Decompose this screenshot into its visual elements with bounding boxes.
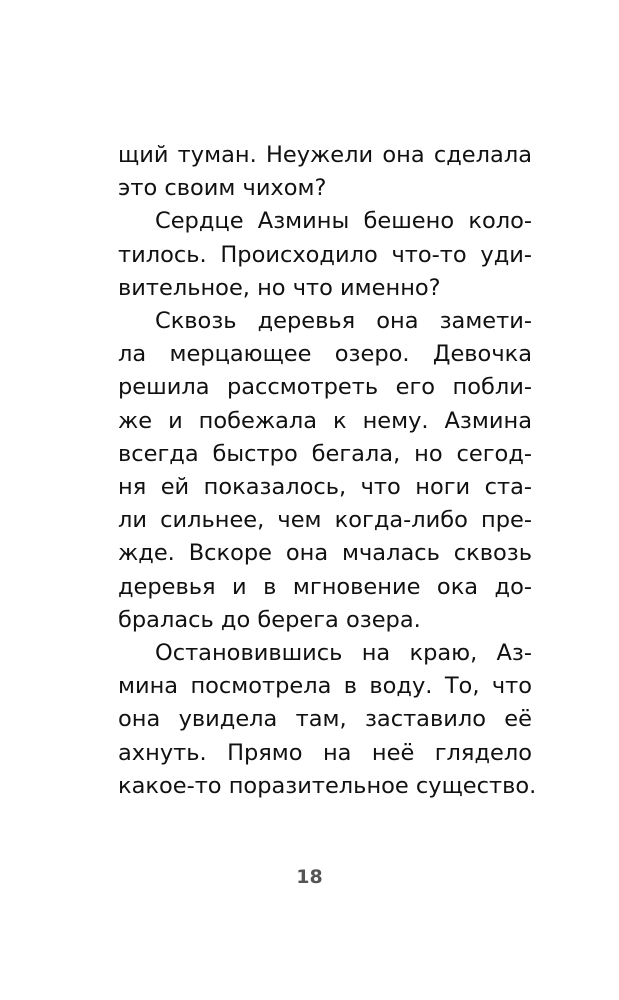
paragraph — [118, 205, 532, 305]
paragraph — [118, 139, 532, 205]
text-line: ли сильнее, чем когда-либо пре- — [118, 507, 532, 534]
text-line: мина посмотрела в воду. То, что — [118, 673, 532, 700]
text-line: Сквозь деревья она замети- — [155, 308, 532, 335]
text-line: она увидела там, заставило её — [118, 706, 532, 733]
page-number: 18 — [296, 866, 323, 888]
text-line: ахнуть. Прямо на неё глядело — [118, 739, 532, 766]
text-line: ла мерцающее озеро. Девочка — [118, 341, 532, 368]
text-line: Сердце Азмины бешено коло- — [155, 208, 532, 235]
text-line: ня ей показалось, что ноги ста- — [118, 474, 532, 501]
body-text — [118, 139, 537, 803]
text-line: щий туман. Неужели она сделала — [118, 142, 532, 168]
text-line: решила рассмотреть его побли- — [118, 374, 532, 401]
text-line: Остановившись на краю, Аз- — [155, 640, 532, 667]
text-line: вительное, но что именно? — [118, 274, 441, 301]
text-line: тилось. Происходило что-то уди- — [118, 241, 532, 268]
paragraph — [118, 637, 537, 803]
text-line: деревья и в мгновение ока до- — [118, 573, 532, 600]
paragraph — [118, 305, 532, 637]
text-line: жде. Вскоре она мчалась сквозь — [118, 540, 532, 567]
text-line: бралась до берега озера. — [118, 606, 421, 633]
text-line: всегда быстро бегала, но сегод- — [118, 440, 532, 467]
text-line: это своим чихом? — [118, 175, 327, 202]
text-line: какое-то поразительное существо. — [118, 772, 537, 799]
text-line: же и побежала к нему. Азмина — [118, 407, 532, 434]
